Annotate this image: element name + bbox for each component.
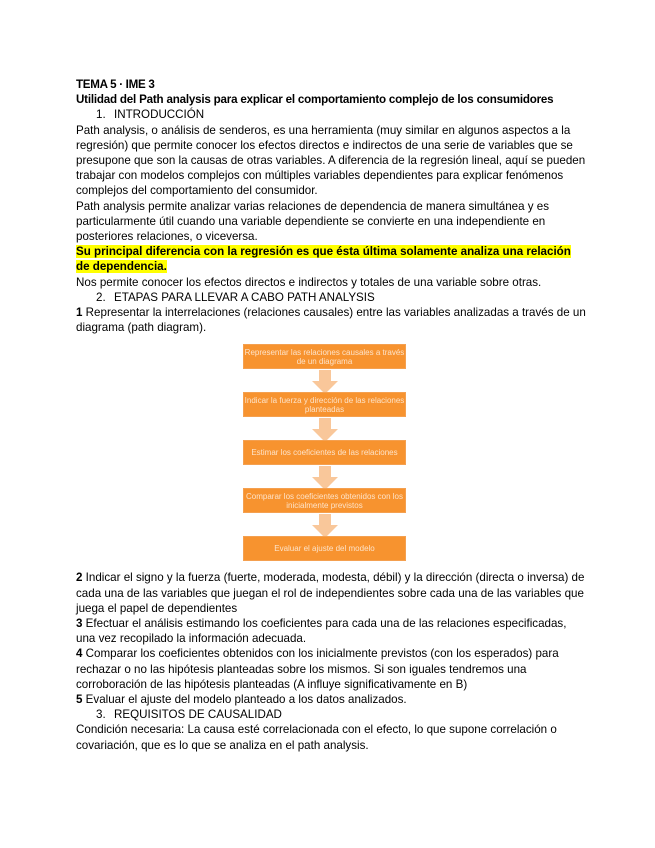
step-number: 4: [76, 647, 83, 661]
highlighted-statement: Su principal diferencia con la regresión es que ésta última solamente analiza una relación de dependencia.: [76, 245, 571, 274]
step-4: [76, 646, 586, 692]
flow-box-4: Comparar los coeficientes obtenidos con los inicialmente previstos: [243, 488, 406, 513]
doc-title: TEMA 5 · IME 3: [76, 78, 155, 91]
section-number: 3.: [96, 708, 106, 722]
down-arrow-icon: [312, 514, 338, 538]
section-label: ETAPAS PARA LLEVAR A CABO PATH ANALYSIS: [114, 290, 375, 304]
step-number: 1: [76, 306, 83, 320]
section-heading-etapas: [96, 290, 586, 305]
step-text: Representar la interrelaciones (relaciones causales) entre las variables analizadas a través de un diagrama (path diagram).: [76, 306, 586, 335]
flow-box-2: Indicar la fuerza y dirección de las relaciones planteadas: [243, 392, 406, 417]
step-1: [76, 305, 586, 335]
step-text: Efectuar el análisis estimando los coeficientes para cada una de las relaciones especificadas, una vez recopilado la información adecuada.: [76, 617, 567, 646]
step-number: 5: [76, 693, 83, 707]
section-number: 2.: [96, 290, 106, 304]
down-arrow-icon: [312, 418, 338, 442]
step-5: [76, 692, 586, 707]
doc-subtitle: Utilidad del Path analysis para explicar el comportamiento complejo de los consumidores: [76, 93, 554, 107]
intro-paragraph-1: Path analysis, o análisis de senderos, es una herramienta (muy similar en algunos aspectos a la regresión) que permite conocer los efectos directos e indirectos de una serie de variables que se presupone que son la causas de otras variables. A diferencia de la regresión lineal, aquí se pueden trabajar con modelos complejos con múltiples variables dependientes para explicar fenómenos complejos del comportamiento del consumidor.: [76, 123, 586, 198]
step-number: 3: [76, 617, 83, 631]
intro-paragraph-3: Nos permite conocer los efectos directos e indirectos y totales de una variable sobre otras.: [76, 275, 542, 289]
step-2: [76, 570, 586, 616]
step-3: [76, 616, 586, 646]
document-page: [76, 77, 586, 753]
section-label: INTRODUCCIÓN: [114, 108, 205, 122]
section-label: REQUISITOS DE CAUSALIDAD: [114, 708, 282, 722]
section-heading-introduccion: [96, 107, 586, 122]
flow-box-5: Evaluar el ajuste del modelo: [243, 536, 406, 561]
flow-diagram: [76, 344, 586, 568]
flow-box-1: Representar las relaciones causales a través de un diagrama: [243, 344, 406, 369]
intro-paragraph-2: Path analysis permite analizar varias relaciones de dependencia de manera simultánea y es particularmente útil cuando una variable dependiente se convierte en una independiente en posteriores relaciones, o viceversa.: [76, 199, 550, 244]
flow-box-3: Estimar los coeficientes de las relaciones: [243, 440, 406, 465]
causal-paragraph-1: Condición necesaria: La causa esté correlacionada con el efecto, lo que supone correlación o covariación, que es lo que se analiza en el path analysis.: [76, 723, 557, 752]
down-arrow-icon: [312, 370, 338, 394]
step-number: 2: [76, 571, 83, 585]
step-text: Evaluar el ajuste del modelo planteado a los datos analizados.: [82, 693, 407, 707]
section-heading-requisitos: [96, 707, 586, 722]
down-arrow-icon: [312, 466, 338, 490]
step-text: Indicar el signo y la fuerza (fuerte, moderada, modesta, débil) y la dirección (directa o inversa) de cada una de las variables que juegan el rol de independientes sobre cada una de las variables que juega el papel de dependientes: [76, 571, 585, 615]
section-number: 1.: [96, 108, 106, 122]
step-text: Comparar los coeficientes obtenidos con los inicialmente previstos (con los esperados) para rechazar o no las hipótesis planteadas sobre los mismos. Si son iguales tendremos una corroboración de las hipótesis planteadas (A influye significativamente en B): [76, 647, 559, 691]
